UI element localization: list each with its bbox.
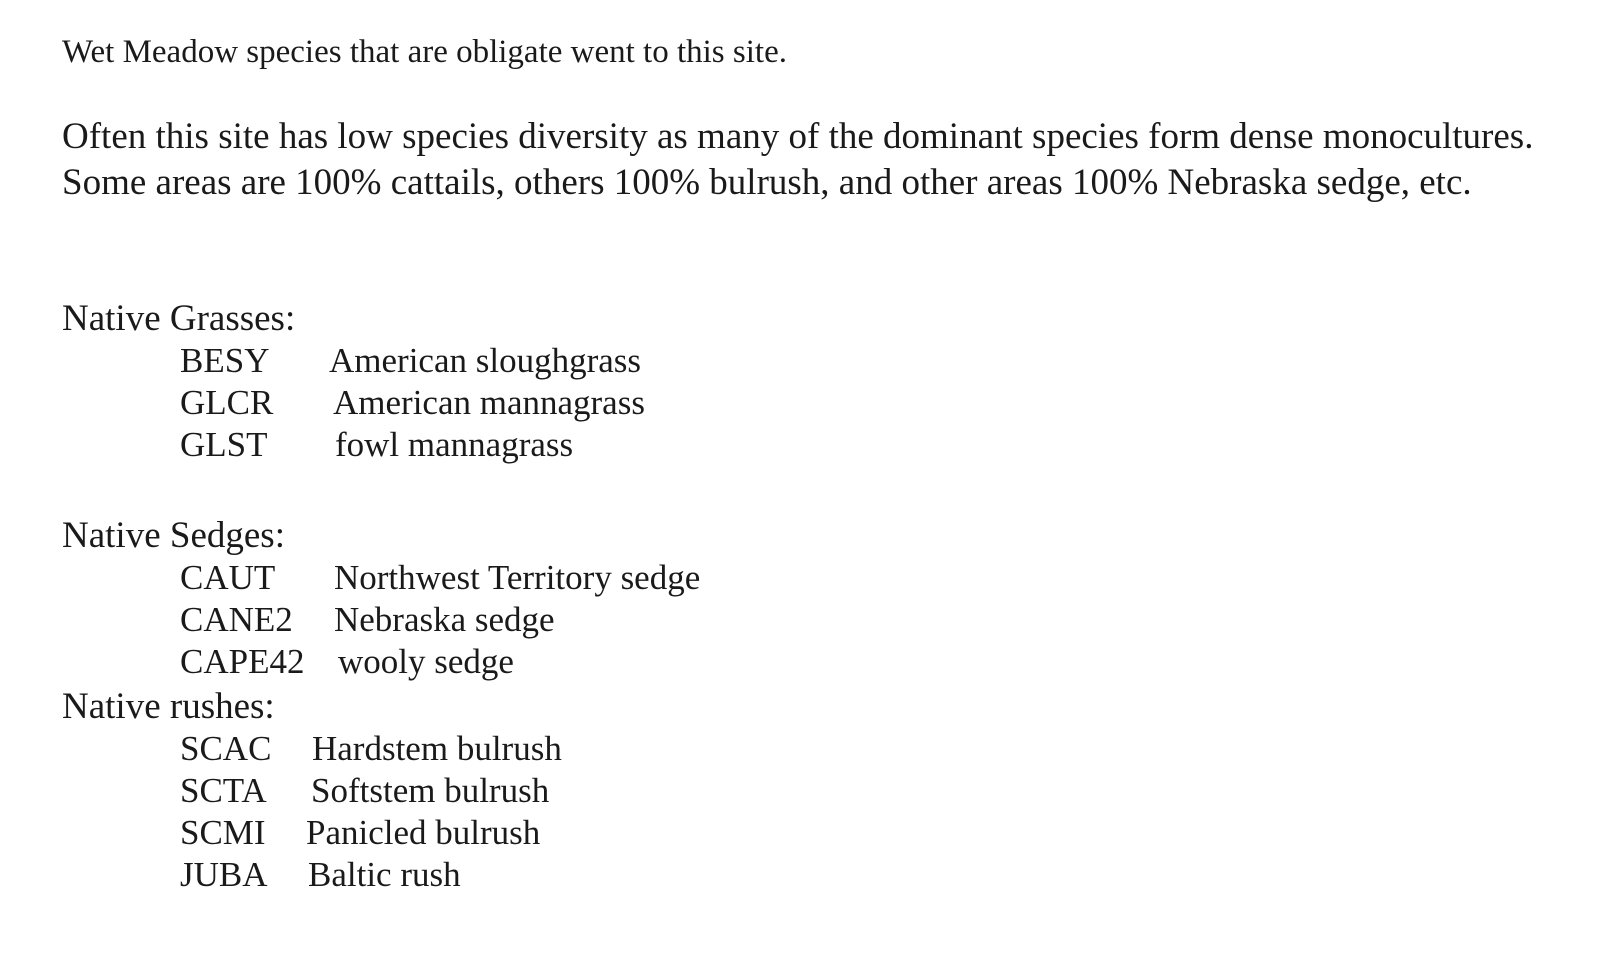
species-name: Baltic rush: [308, 855, 461, 894]
species-row: [62, 382, 962, 424]
species-name: Softstem bulrush: [311, 771, 550, 810]
intro-line: Wet Meadow species that are obligate went to this site.: [62, 34, 787, 70]
species-code: SCAC: [180, 729, 272, 768]
species-name: Northwest Territory sedge: [334, 558, 701, 597]
species-row: [62, 641, 962, 683]
section-native-grasses: [62, 298, 962, 466]
species-row: [62, 770, 962, 812]
species-row: [62, 854, 962, 896]
species-list: [62, 728, 962, 896]
species-name: Hardstem bulrush: [312, 729, 562, 768]
species-name: fowl mannagrass: [335, 425, 574, 464]
species-code: SCMI: [180, 813, 266, 852]
species-code: CAPE42: [180, 642, 305, 681]
species-code: CAUT: [180, 558, 276, 597]
section-native-rushes: [62, 686, 962, 896]
species-code: GLCR: [180, 383, 274, 422]
species-code: GLST: [180, 425, 268, 464]
species-name: wooly sedge: [338, 642, 514, 681]
species-row: [62, 557, 962, 599]
species-row: [62, 599, 962, 641]
description-paragraph: Often this site has low species diversity as many of the dominant species form dense monocultures. Some areas are 100% cattails, others 100% bulrush, and other areas 100% Nebraska sedge, etc.: [62, 116, 1534, 203]
section-heading: Native Sedges:: [62, 515, 285, 556]
species-list: [62, 557, 962, 683]
section-native-sedges: [62, 515, 962, 683]
species-code: BESY: [180, 341, 270, 380]
species-name: American sloughgrass: [329, 341, 642, 380]
species-row: [62, 812, 962, 854]
species-row: [62, 340, 962, 382]
species-list: [62, 340, 962, 466]
species-row: [62, 424, 962, 466]
species-name: Panicled bulrush: [306, 813, 541, 852]
species-row: [62, 728, 962, 770]
section-heading: Native rushes:: [62, 686, 275, 727]
species-name: American mannagrass: [333, 383, 645, 422]
species-code: SCTA: [180, 771, 267, 810]
section-heading: Native Grasses:: [62, 298, 296, 339]
species-code: JUBA: [180, 855, 268, 894]
species-name: Nebraska sedge: [334, 600, 555, 639]
species-code: CANE2: [180, 600, 293, 639]
document-page: [62, 0, 1562, 960]
